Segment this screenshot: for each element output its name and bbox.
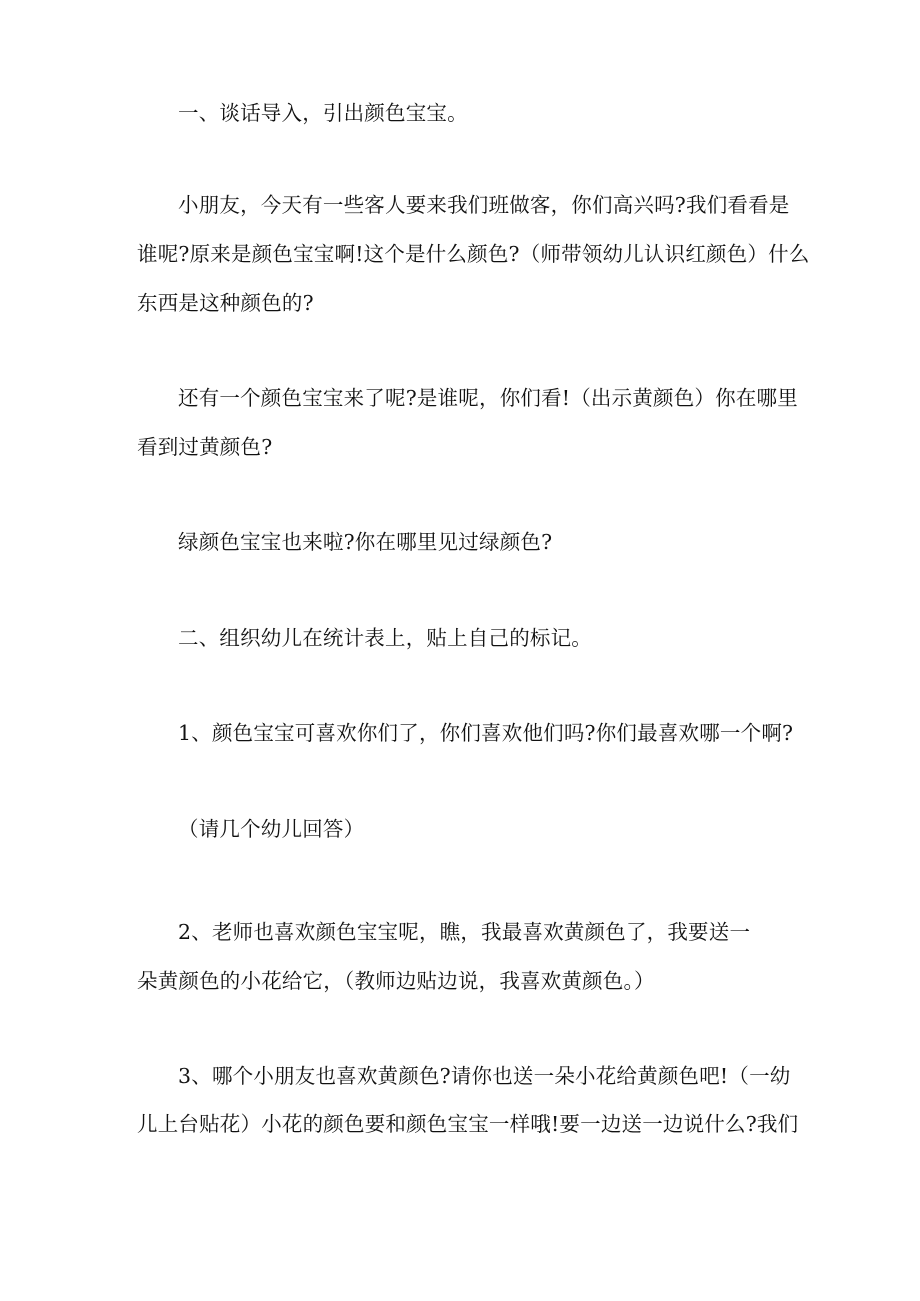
paragraph-line: （请几个幼儿回答） [178, 817, 365, 841]
paragraph-line: 谁呢?原来是颜色宝宝啊!这个是什么颜色?（师带领幼儿认识红颜色）什么 [137, 242, 810, 266]
section-heading-2: 二、组织幼儿在统计表上，贴上自己的标记。 [178, 626, 592, 650]
paragraph-line: 看到过黄颜色? [137, 435, 273, 459]
paragraph-line: 绿颜色宝宝也来啦?你在哪里见过绿颜色? [178, 530, 553, 554]
section-heading-1: 一、谈话导入，引出颜色宝宝。 [178, 101, 468, 125]
paragraph-line: 还有一个颜色宝宝来了呢?是谁呢，你们看!（出示黄颜色）你在哪里 [178, 386, 798, 410]
paragraph-line: 东西是这种颜色的? [137, 291, 314, 315]
list-item-3: 3、哪个小朋友也喜欢黄颜色?请你也送一朵小花给黄颜色吧!（一幼 [178, 1064, 791, 1088]
paragraph-line: 儿上台贴花）小花的颜色要和颜色宝宝一样哦!要一边送一边说什么?我们 [137, 1112, 799, 1136]
list-item-2: 2、老师也喜欢颜色宝宝呢，瞧，我最喜欢黄颜色了，我要送一 [178, 920, 751, 944]
list-item-1: 1、颜色宝宝可喜欢你们了，你们喜欢他们吗?你们最喜欢哪一个啊? [178, 721, 794, 745]
paragraph-line: 小朋友，今天有一些客人要来我们班做客，你们高兴吗?我们看看是 [178, 193, 790, 217]
paragraph-line: 朵黄颜色的小花给它，（教师边贴边说，我喜欢黄颜色。） [137, 969, 655, 993]
